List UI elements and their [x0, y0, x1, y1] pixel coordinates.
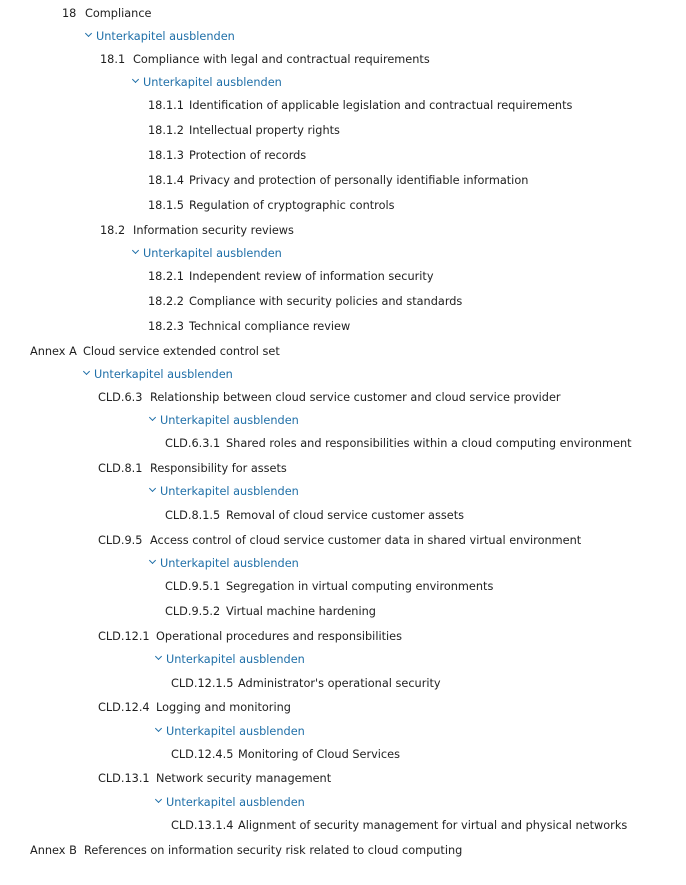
- toc-item-cld-6-3-1[interactable]: [165, 436, 632, 452]
- collapse-subchapters-toggle[interactable]: [149, 556, 299, 572]
- item-number: 18.2.2: [148, 295, 184, 308]
- item-number: CLD.12.4: [98, 701, 150, 714]
- toggle-label: Unterkapitel ausblenden: [143, 247, 282, 260]
- toc-item-cld-12-1-5[interactable]: [171, 676, 441, 692]
- item-number: CLD.13.1.4: [171, 819, 234, 832]
- collapse-subchapters-toggle[interactable]: [132, 75, 282, 91]
- item-title[interactable]: Technical compliance review: [189, 320, 351, 333]
- toggle-label: Unterkapitel ausblenden: [94, 368, 233, 381]
- toc-item-18-2[interactable]: [100, 223, 294, 239]
- chevron-down-icon: [85, 31, 93, 39]
- item-number: 18.2.3: [148, 320, 184, 333]
- item-number: 18.1.1: [148, 99, 184, 112]
- item-number: Annex A: [30, 345, 77, 358]
- toc-item-18-2-3[interactable]: [148, 319, 350, 335]
- item-number: CLD.6.3: [98, 391, 143, 404]
- collapse-subchapters-toggle[interactable]: [149, 413, 299, 429]
- item-number: CLD.13.1: [98, 772, 150, 785]
- item-number: 18: [62, 7, 77, 20]
- toc-item-18-1-2[interactable]: [148, 123, 340, 139]
- item-title[interactable]: Shared roles and responsibilities within a cloud computing environment: [226, 437, 632, 450]
- item-title[interactable]: Alignment of security management for virtual and physical networks: [238, 819, 628, 832]
- item-title[interactable]: Information security reviews: [133, 224, 294, 237]
- item-title[interactable]: Removal of cloud service customer assets: [226, 509, 465, 522]
- item-title[interactable]: Compliance: [85, 7, 152, 20]
- chevron-down-icon: [155, 797, 163, 805]
- item-title[interactable]: Virtual machine hardening: [226, 605, 376, 618]
- item-number: CLD.12.1: [98, 630, 150, 643]
- item-number: CLD.8.1.5: [165, 509, 221, 522]
- item-title[interactable]: Cloud service extended control set: [83, 345, 280, 358]
- toc-item-annex-a[interactable]: [30, 344, 280, 360]
- item-title[interactable]: Compliance with security policies and standards: [189, 295, 463, 308]
- item-number: 18.1.4: [148, 174, 184, 187]
- toggle-label: Unterkapitel ausblenden: [166, 653, 305, 666]
- toc-item-18-1-5[interactable]: [148, 198, 395, 214]
- item-title[interactable]: Protection of records: [189, 149, 307, 162]
- toc-item-cld-12-1[interactable]: [98, 629, 402, 645]
- item-title[interactable]: Administrator's operational security: [238, 677, 441, 690]
- item-title[interactable]: Relationship between cloud service customer and cloud service provider: [150, 391, 561, 404]
- collapse-subchapters-toggle[interactable]: [155, 652, 305, 668]
- item-title[interactable]: References on information security risk related to cloud computing: [84, 844, 463, 857]
- toc-item-cld-12-4[interactable]: [98, 700, 291, 716]
- item-number: 18.1.5: [148, 199, 184, 212]
- chevron-down-icon: [149, 415, 157, 423]
- collapse-subchapters-toggle[interactable]: [85, 29, 235, 45]
- toc-item-18-2-1[interactable]: [148, 269, 434, 285]
- item-title[interactable]: Logging and monitoring: [156, 701, 291, 714]
- toc-item-cld-6-3[interactable]: [98, 390, 561, 406]
- item-number: CLD.12.4.5: [171, 748, 234, 761]
- item-title[interactable]: Responsibility for assets: [150, 462, 287, 475]
- toggle-label: Unterkapitel ausblenden: [166, 725, 305, 738]
- collapse-subchapters-toggle[interactable]: [149, 484, 299, 500]
- chevron-down-icon: [149, 558, 157, 566]
- item-title[interactable]: Regulation of cryptographic controls: [189, 199, 395, 212]
- item-number: 18.1: [100, 53, 126, 66]
- chevron-down-icon: [149, 486, 157, 494]
- toc-item-18-1-3[interactable]: [148, 148, 306, 164]
- toc-item-cld-12-4-5[interactable]: [171, 747, 400, 763]
- item-number: 18.1.2: [148, 124, 184, 137]
- chevron-down-icon: [132, 248, 140, 256]
- item-number: Annex B: [30, 844, 77, 857]
- chevron-down-icon: [155, 726, 163, 734]
- toc-item-18[interactable]: [62, 6, 152, 22]
- toggle-label: Unterkapitel ausblenden: [96, 30, 235, 43]
- item-title[interactable]: Segregation in virtual computing environments: [226, 580, 494, 593]
- item-title[interactable]: Intellectual property rights: [189, 124, 340, 137]
- toc-item-cld-8-1-5[interactable]: [165, 508, 464, 524]
- item-number: CLD.9.5.1: [165, 580, 221, 593]
- item-number: CLD.9.5.2: [165, 605, 221, 618]
- toggle-label: Unterkapitel ausblenden: [143, 76, 282, 89]
- toc-item-18-1[interactable]: [100, 52, 430, 68]
- toc-item-18-1-4[interactable]: [148, 173, 528, 189]
- item-number: CLD.8.1: [98, 462, 143, 475]
- item-number: CLD.12.1.5: [171, 677, 234, 690]
- collapse-subchapters-toggle[interactable]: [155, 795, 305, 811]
- item-number: CLD.6.3.1: [165, 437, 221, 450]
- item-title[interactable]: Identification of applicable legislation and contractual requirements: [189, 99, 573, 112]
- item-number: 18.1.3: [148, 149, 184, 162]
- chevron-down-icon: [132, 77, 140, 85]
- collapse-subchapters-toggle[interactable]: [83, 367, 233, 383]
- collapse-subchapters-toggle[interactable]: [155, 724, 305, 740]
- item-title[interactable]: Independent review of information security: [189, 270, 434, 283]
- chevron-down-icon: [155, 654, 163, 662]
- toggle-label: Unterkapitel ausblenden: [160, 485, 299, 498]
- toc-item-annex-b[interactable]: [30, 843, 462, 859]
- toggle-label: Unterkapitel ausblenden: [160, 557, 299, 570]
- toggle-label: Unterkapitel ausblenden: [166, 796, 305, 809]
- collapse-subchapters-toggle[interactable]: [132, 246, 282, 262]
- item-number: CLD.9.5: [98, 534, 143, 547]
- toc-item-cld-8-1[interactable]: [98, 461, 287, 477]
- toc-item-cld-9-5-2[interactable]: [165, 604, 376, 620]
- item-title[interactable]: Compliance with legal and contractual requirements: [133, 53, 430, 66]
- chevron-down-icon: [83, 369, 91, 377]
- item-number: 18.2: [100, 224, 126, 237]
- toc-item-18-1-1[interactable]: [148, 98, 572, 114]
- toc-item-cld-9-5-1[interactable]: [165, 579, 493, 595]
- toc-item-cld-13-1-4[interactable]: [171, 818, 627, 834]
- item-title[interactable]: Privacy and protection of personally identifiable information: [189, 174, 529, 187]
- item-number: 18.2.1: [148, 270, 184, 283]
- item-title[interactable]: Network security management: [156, 772, 332, 785]
- toggle-label: Unterkapitel ausblenden: [160, 414, 299, 427]
- item-title[interactable]: Access control of cloud service customer data in shared virtual environment: [150, 534, 582, 547]
- toc-item-18-2-2[interactable]: [148, 294, 462, 310]
- toc-item-cld-13-1[interactable]: [98, 771, 331, 787]
- toc-item-cld-9-5[interactable]: [98, 533, 581, 549]
- item-title[interactable]: Monitoring of Cloud Services: [238, 748, 400, 761]
- item-title[interactable]: Operational procedures and responsibilities: [156, 630, 402, 643]
